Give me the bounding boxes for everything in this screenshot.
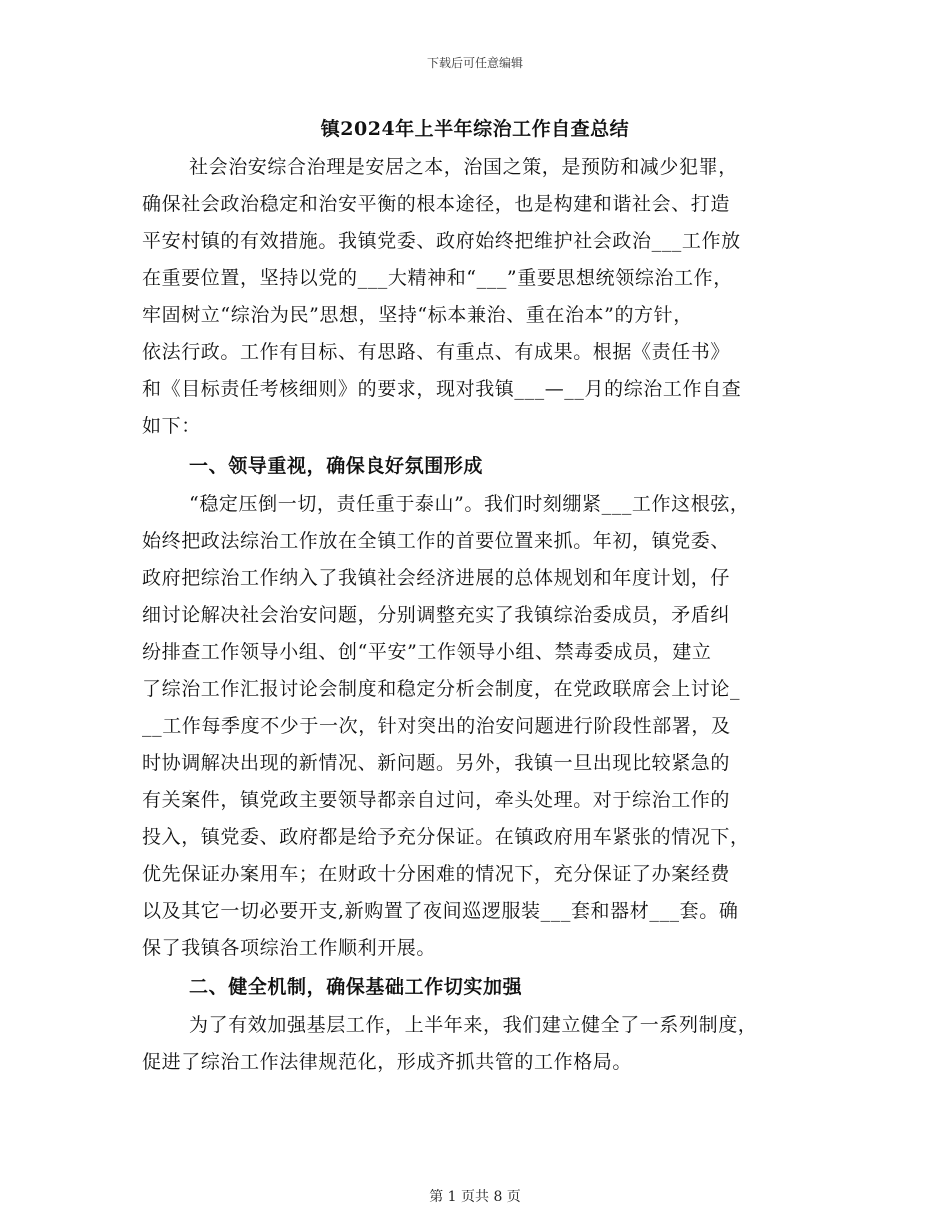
body-line: 和《目标责任考核细则》的要求，现对我镇___—__月的综治工作自查 [142, 378, 742, 400]
body-line: __工作每季度不少于一次，针对突出的治安问题进行阶段性部署，及 [142, 715, 731, 737]
body-line: 保了我镇各项综治工作顺利开展。 [142, 937, 437, 959]
section-heading-2: 二、健全机制，确保基础工作切实加强 [189, 976, 523, 998]
body-line: 优先保证办案用车；在财政十分困难的情况下，充分保证了办案经费 [142, 863, 731, 885]
body-line: 细讨论解决社会治安问题，分别调整充实了我镇综治委成员，矛盾纠 [142, 604, 731, 626]
body-line: 平安村镇的有效措施。我镇党委、政府始终把维护社会政治___工作放 [142, 230, 741, 252]
body-line: 以及其它一切必要开支,新购置了夜间巡逻服装___套和器材___套。确 [142, 900, 739, 922]
body-line: 有关案件，镇党政主要领导都亲自过问，牵头处理。对于综治工作的 [142, 789, 731, 811]
body-line: 依法行政。工作有目标、有思路、有重点、有成果。根据《责任书》 [142, 341, 731, 363]
page-header-note: 下载后可任意编辑 [426, 56, 523, 70]
body-line: 政府把综治工作纳入了我镇社会经济进展的总体规划和年度计划，仔 [142, 567, 731, 589]
document-title: 镇2024年上半年综治工作自查总结 [320, 118, 630, 140]
body-line: 社会治安综合治理是安居之本，治国之策，是预防和减少犯罪， [189, 156, 738, 178]
page-number-footer: 第 1 页共 8 页 [429, 1189, 521, 1205]
body-line: 牢固树立“综治为民”思想，坚持“标本兼治、重在治本”的方针， [142, 304, 693, 326]
body-line: 投入，镇党委、政府都是给予充分保证。在镇政府用车紧张的情况下， [142, 826, 750, 848]
body-line: 始终把政法综治工作放在全镇工作的首要位置来抓。年初，镇党委、 [142, 530, 731, 552]
section-heading-1: 一、领导重视，确保良好氛围形成 [189, 455, 484, 477]
body-line: 如下： [142, 415, 201, 437]
body-line: 了综治工作汇报讨论会制度和稳定分析会制度，在党政联席会上讨论_ [142, 678, 741, 700]
body-line: 促进了综治工作法律规范化，形成齐抓共管的工作格局。 [142, 1051, 633, 1073]
body-line: 在重要位置，坚持以党的___大精神和“___”重要思想统领综治工作， [142, 267, 733, 289]
body-line: “稳定压倒一切，责任重于泰山”。我们时刻绷紧___工作这根弦， [189, 493, 750, 515]
body-line: 时协调解决出现的新情况、新问题。另外，我镇一旦出现比较紧急的 [142, 752, 731, 774]
body-line: 纷排查工作领导小组、创“平安”工作领导小组、禁毒委成员，建立 [142, 641, 712, 663]
body-line: 为了有效加强基层工作，上半年来，我们建立健全了一系列制度， [189, 1014, 758, 1036]
body-line: 确保社会政治稳定和治安平衡的根本途径，也是构建和谐社会、打造 [142, 193, 731, 215]
